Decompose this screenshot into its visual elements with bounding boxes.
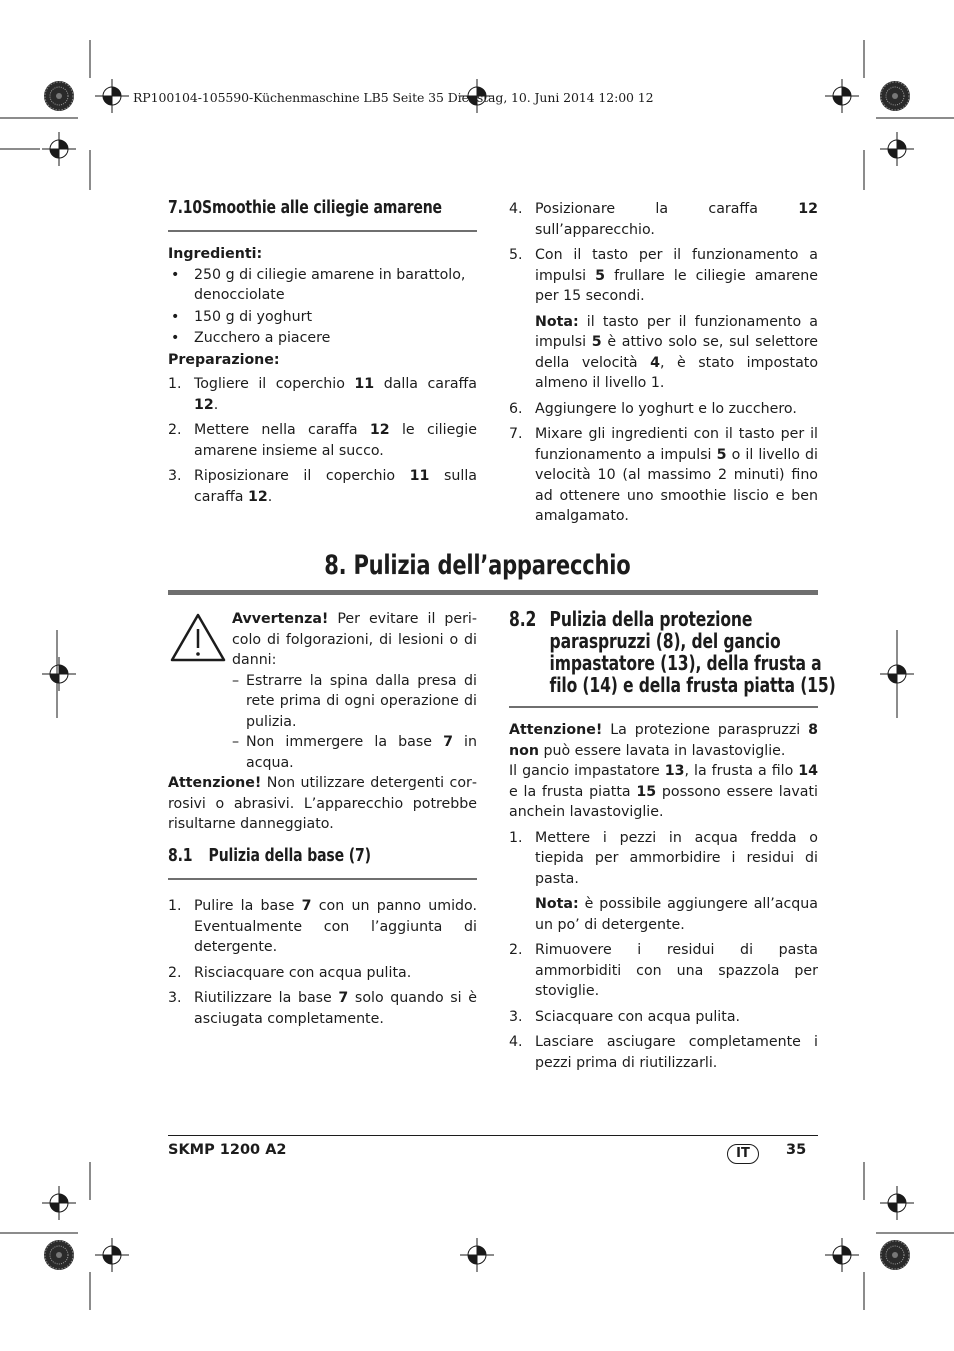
- footer-rule: [168, 1135, 818, 1136]
- list-item: 4. Lasciare asciugare completamente i pezzi prima di riutilizzarli.: [509, 1034, 818, 1071]
- page-number: 35: [786, 1142, 807, 1158]
- ingredients-list: [168, 265, 477, 349]
- list-item: – Non immergere la base 7 in acqua.: [232, 734, 477, 771]
- list-item: 6. Aggiungere lo yoghurt e lo zucchero.: [509, 400, 797, 417]
- note: Nota: il tasto per il funzionamento a impulsi 5 è attivo solo se, sul selettore della velocità 4, è stato impostato almeno il livello 1.: [535, 313, 819, 391]
- list-item: 3. Riutilizzare la base 7 solo quando si è asciugata completamente.: [168, 990, 477, 1027]
- list-item: 2. Rimuovere i residui di pasta ammorbiditi con una spazzola per stoviglie.: [509, 942, 818, 999]
- section-rule: [168, 878, 477, 880]
- attention-note: Attenzione! La protezione paraspruzzi 8 non può essere lavata in lavastoviglie.: [509, 722, 818, 759]
- list-item: • 250 g di ciliegie amarene in barattolo, denocciolate: [171, 266, 466, 303]
- ingredients-label: Ingredienti:: [168, 246, 263, 262]
- warning-label: Avvertenza!: [232, 611, 329, 627]
- attention-note: Attenzione! Non utilizzare detergenti corrosivi o abrasivi. L’apparecchio potrebbe risultarne danneggiato.: [168, 775, 477, 832]
- section-rule: [509, 706, 818, 708]
- list-item: 7. Mixare gli ingredienti con il tasto per il funzionamento a impulsi 5 o il livello di velocità 10 (al massimo 2 minuti) fino ad ottenere uno smoothie liscio e ben amalgamato.: [509, 426, 819, 524]
- list-item: 2. Mettere nella caraffa 12 le ciliegie amarene insieme al succo.: [168, 422, 477, 459]
- list-item: 1. Mettere i pezzi in acqua fredda o tiepida per ammorbidire i residui di pasta.: [509, 829, 818, 887]
- list-item: 2. Risciacquare con acqua pulita.: [168, 964, 412, 981]
- chapter-rule: [168, 590, 818, 595]
- section-7-10-continued: [509, 199, 818, 532]
- section-7-10: [168, 198, 477, 225]
- list-item: – Estrarre la spina dalla presa di rete prima di ogni operazione di pulizia.: [232, 672, 477, 730]
- warning-box: Avvertenza! Per evitare il pericolo di folgorazioni, di lesioni o di danni: – Estrarre la spina dalla presa di rete prima di ogni operazione di pulizia. – Non immergere la base 7 in acqua.: [232, 609, 477, 773]
- section-8-2-body: Attenzione! La protezione paraspruzzi 8 non può essere lavata in lavastoviglie. Il gancio impastatore 13, la frusta a filo 14 e la frusta piatta 15 possono essere lavati anchein lavastoviglie. 1. Mettere i pezzi in acqua fredda o tiepida per ammorbidire i residui di pasta. Nota: è possibile aggiungere all’acqua un po’ di detergente. 2. Rimuovere i residui di pasta ammorbiditi con una spazzola per stoviglie. 3. Sciacquare con acqua pulita. 4. Lasciare asciugare completamente i pezzi prima di riutilizzarli.: [509, 720, 818, 1078]
- section-8-1-heading: 8.1 Pulizia della base (7): [168, 845, 371, 866]
- list-item: 5. Con il tasto per il funzionamento a impulsi 5 frullare le ciliegie amarene per 15 secondi.: [509, 247, 818, 304]
- list-item: 3. Riposizionare il coperchio 11 sulla caraffa 12.: [168, 468, 477, 505]
- prep-label: Preparazione:: [168, 351, 280, 368]
- warning-list: [232, 671, 477, 774]
- language-badge: IT: [727, 1144, 759, 1164]
- print-slug: RP100104-105590-Küchenmaschine LB5 Seite 35 Dienstag, 10. Juni 2014 12:00 12: [133, 90, 654, 105]
- note: Nota: è possibile aggiungere all’acqua un po’ di detergente.: [535, 896, 818, 933]
- chapter-title: 8. Pulizia dell’apparecchio: [323, 550, 631, 581]
- section-rule: [168, 230, 477, 232]
- list-item: 3. Sciacquare con acqua pulita.: [509, 1008, 741, 1025]
- section-number: 7.10: [168, 197, 203, 218]
- list-item: 1. Togliere il coperchio 11 dalla caraffa 12.: [168, 376, 477, 413]
- section-8-2-heading: 8.2 Pulizia della protezione paraspruzzi (8), del gancio impastatore (13), della frusta a filo (14) e della frusta piatta (15): [509, 607, 836, 697]
- footer-model: SKMP 1200 A2: [168, 1142, 287, 1158]
- section-title: Smoothie alle ciliegie amarene: [202, 197, 442, 218]
- list-item: • Zucchero a piacere: [171, 330, 331, 346]
- section-7-10-body: [168, 244, 477, 512]
- list-item: 1. Pulire la base 7 con un panno umido. Eventualmente con l’aggiunta di detergente.: [168, 898, 477, 955]
- section-8-1-body: [168, 896, 477, 1034]
- list-item: 4. Posizionare la caraffa 12 sull’apparecchio.: [509, 201, 818, 238]
- warning-icon: [169, 612, 227, 664]
- prep-steps: [168, 374, 477, 507]
- list-item: • 150 g di yoghurt: [171, 308, 313, 325]
- section-7-10-heading: [168, 197, 442, 219]
